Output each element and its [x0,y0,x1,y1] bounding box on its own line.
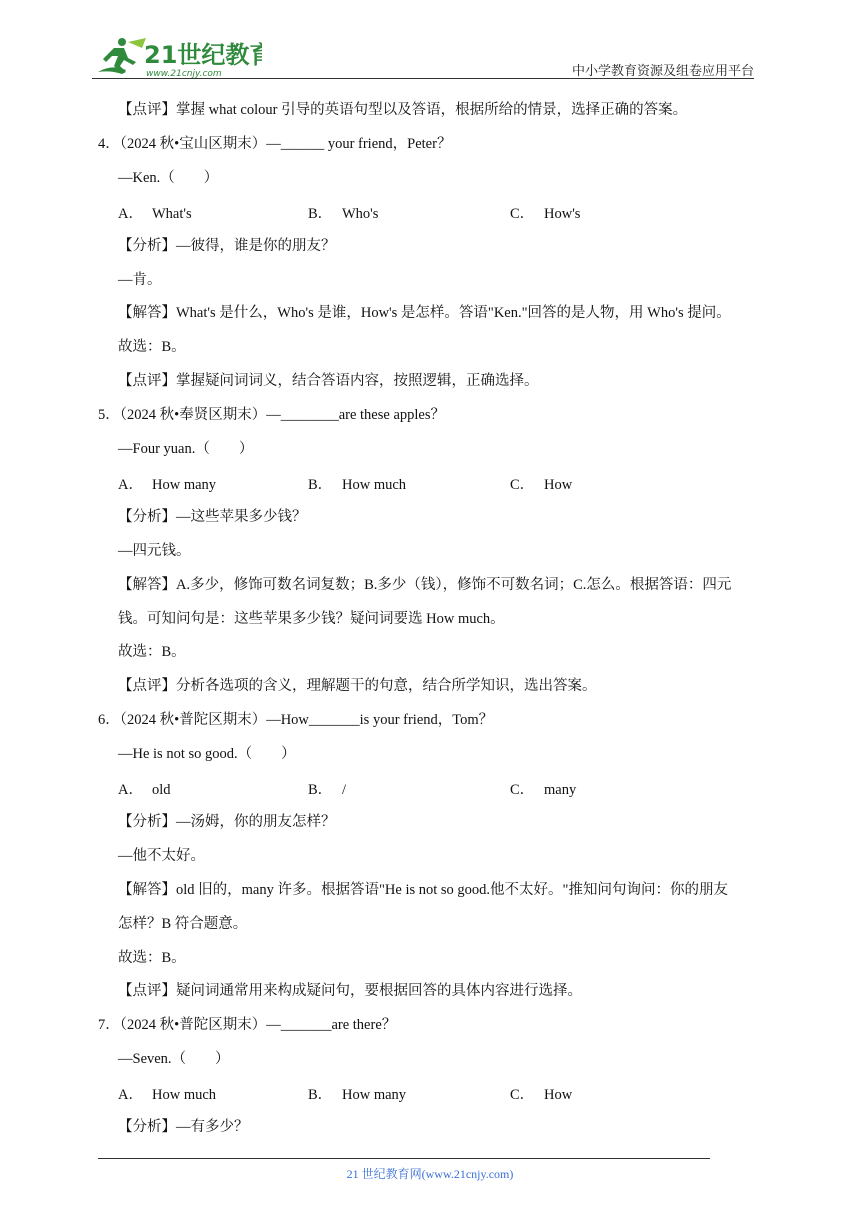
logo-subtext: www.21cnjy.com [146,69,222,79]
option-text: How many [152,476,217,493]
option-key: A． [118,205,143,222]
answer-option [510,778,576,799]
option-text: How much [342,476,407,493]
text-line: 故选：B。 [118,644,186,661]
answer-option [510,202,580,223]
option-text: Who's [342,205,379,222]
text-line: —He is not so good.（ ） [118,746,296,763]
text-line: —Ken.（ ） [118,169,219,186]
option-text: old [152,782,171,798]
text-line: 故选：B。 [118,949,186,966]
option-text: How many [342,1087,407,1104]
text-line: 【解答】What's 是什么，Who's 是谁，How's 是怎样。答语"Ken."回答的是人物，用 Who's 提问。 [118,305,731,322]
text-line: —肯。 [118,271,162,288]
text-line: —Seven.（ ） [118,1051,230,1068]
text-line: 怎样？B 符合题意。 [118,915,248,932]
text-line: 故选：B。 [118,339,186,356]
header-divider [92,78,754,79]
text-line: 【解答】old 旧的，many 许多。根据答语"He is not so good.他不太好。"推知问句询问：你的朋友 [118,881,728,898]
answer-option [510,1083,572,1104]
answer-option [308,778,346,799]
text-line: 【分析】—彼得，谁是你的朋友？ [118,237,336,254]
answer-option [118,778,171,799]
footer-divider [98,1158,710,1159]
option-key: A． [118,476,143,493]
option-key: C． [510,205,535,222]
option-key: B． [308,476,333,493]
option-key: B． [308,782,333,798]
text-line: 【点评】掌握 what colour 引导的英语句型以及答语，根据所给的情景，选择正确的答案。 [118,102,688,118]
text-line: 7．（2024 秋•普陀区期末）—_______are there？ [98,1017,397,1034]
text-line: 【点评】疑问词通常用来构成疑问句，要根据回答的具体内容进行选择。 [118,983,582,1000]
header-title: 中小学教育资源及组卷应用平台 [571,64,754,79]
text-line: 【分析】—这些苹果多少钱？ [118,508,307,525]
option-text: / [342,782,347,798]
text-line: 6．（2024 秋•普陀区期末）—How_______is your friend，Tom？ [98,712,494,729]
option-key: B． [308,205,333,222]
text-line: 【分析】—汤姆，你的朋友怎样？ [118,813,336,830]
answer-option [510,473,572,494]
option-text: How [544,476,573,493]
option-key: A． [118,782,143,798]
text-line: 【分析】—有多少？ [118,1119,249,1135]
text-line: 【点评】分析各选项的含义，理解题干的句意，结合所学知识，选出答案。 [118,678,597,695]
footer-link[interactable]: 21 世纪教育网(www.21cnjy.com) [346,1167,514,1181]
text-line: 4．（2024 秋•宝山区期末）—______ your friend，Peter？ [98,135,452,152]
answer-option [308,202,378,223]
text-line: 5．（2024 秋•奉贤区期末）—________are these apples？ [98,407,445,424]
answer-option [118,473,216,494]
text-line: —Four yuan.（ ） [118,441,254,457]
option-key: C． [510,476,535,493]
option-text: How [544,1087,573,1104]
option-key: C． [510,782,535,798]
answer-option [118,202,192,223]
option-text: How's [544,205,581,222]
text-line: 钱。可知问句是：这些苹果多少钱？疑问词要选 How much。 [118,610,505,627]
logo-text: 21世纪教育 [144,41,262,69]
option-key: C． [510,1087,535,1104]
option-text: What's [152,205,192,222]
option-key: A． [118,1087,143,1104]
answer-option [308,473,406,494]
option-text: How much [152,1087,217,1104]
text-line: 【解答】A.多少，修饰可数名词复数；B.多少（钱），修饰不可数名词；C.怎么。根据答语：四元 [118,576,732,593]
option-text: many [544,782,577,798]
answer-option [308,1083,406,1104]
answer-option [118,1083,216,1104]
text-line: 【点评】掌握疑问词词义，结合答语内容，按照逻辑，正确选择。 [118,373,539,390]
option-key: B． [308,1087,333,1104]
text-line: —他不太好。 [118,847,205,864]
text-line: —四元钱。 [118,542,191,559]
site-logo [92,34,262,80]
